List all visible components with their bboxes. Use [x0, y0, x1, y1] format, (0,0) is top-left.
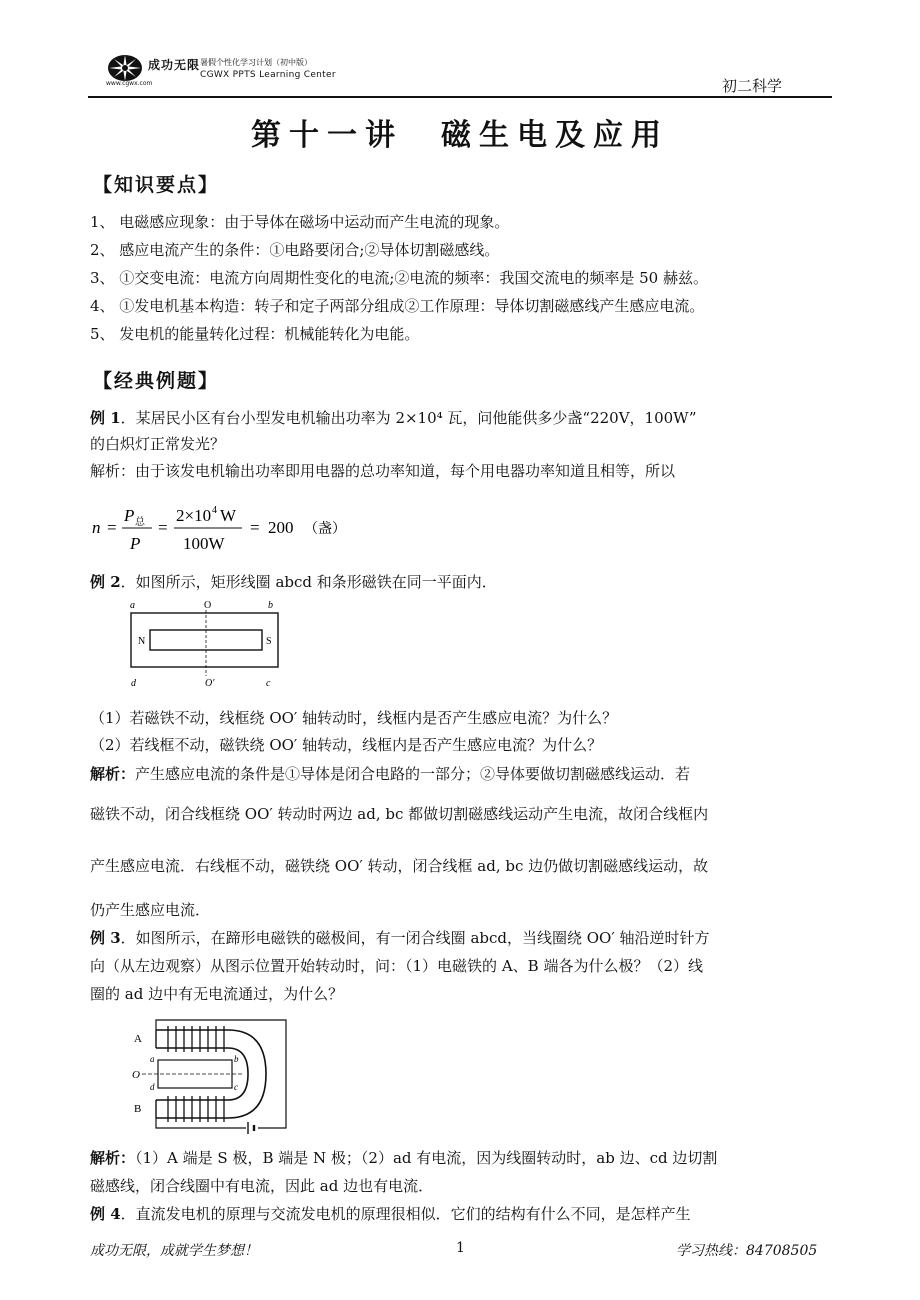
- formula-den2: 100W: [183, 534, 225, 553]
- logo-english: CGWX PPTS Learning Center: [200, 70, 336, 80]
- formula-unit: W: [220, 506, 237, 525]
- formula-result: 200: [268, 518, 294, 537]
- example-2-analysis-text: 产生感应电流的条件是①导体是闭合电路的一部分；②导体要做切割磁感线运动．若: [135, 765, 691, 783]
- section-heading-knowledge: 【知识要点】: [93, 174, 220, 196]
- page-title: 第十一讲 磁生电及应用: [251, 118, 669, 153]
- example-3-analysis-label: 解析：: [90, 1149, 136, 1167]
- example-1-question: [90, 408, 697, 428]
- formula-num-sub: 总: [135, 517, 145, 528]
- example-3-question-3: 圈的 ad 边中有无电流通过，为什么？: [90, 985, 344, 1003]
- example-3-question-2: 向（从左边观察）从图示位置开始转动时，问：（1）电磁铁的 A、B 端各为什么极？（2）线: [90, 957, 703, 975]
- example-4-label: 例 4: [90, 1205, 121, 1223]
- example-2-question: [90, 572, 497, 592]
- fig2-label-o2: O′: [205, 678, 215, 689]
- logo-text: 成功无限: [148, 58, 201, 72]
- knowledge-item: 4、 ①发电机基本构造：转子和定子两部分组成②工作原理：导体切割磁感线产生感应电流。: [90, 297, 705, 315]
- formula-num2: 2×10: [176, 506, 212, 525]
- fig2-label-o: O: [204, 600, 212, 611]
- fig3-label-c: c: [234, 1082, 238, 1092]
- example-3-analysis-text: （1）A 端是 S 极，B 端是 N 极；（2）ad 有电流，因为线圈转动时，ab 边、cd 边切割: [135, 1149, 718, 1167]
- example-1-text: ．某居民小区有台小型发电机输出功率为 2×10⁴ 瓦，问他能供多少盏“220V，100W”: [120, 409, 697, 427]
- formula-n: n: [92, 518, 101, 537]
- example-2-label: 例 2: [90, 573, 121, 591]
- fig3-wire-bottom: [156, 1118, 246, 1128]
- formula-eq2: =: [158, 518, 168, 537]
- logo-subtitle: 暑假个性化学习计划（初中版）: [200, 58, 312, 67]
- subject-label: 初二科学: [722, 77, 783, 95]
- example-1-label: 例 1: [90, 409, 121, 427]
- knowledge-item: 3、 ①交变电流：电流方向周期性变化的电流;②电流的频率：我国交流电的频率是 50 赫兹。: [90, 269, 708, 287]
- example-2-q1: （1）若磁铁不动，线框绕 OO′ 轴转动时，线框内是否产生感应电流？为什么？: [90, 709, 618, 727]
- formula-exp: 4: [212, 505, 217, 516]
- example-4-text: ．直流发电机的原理与交流发电机的原理很相似．它们的结构有什么不同，是怎样产生: [120, 1205, 691, 1223]
- footer-slogan: 成功无限，成就学生梦想！: [90, 1243, 258, 1259]
- example-1-analysis: 解析：由于该发电机输出功率即用电器的总功率知道，每个用电器功率知道且相等，所以: [90, 462, 676, 480]
- fig2-label-b: b: [268, 600, 273, 611]
- example-1-formula: [90, 497, 410, 557]
- example-2-analysis-2: 磁铁不动，闭合线框绕 OO′ 转动时两边 ad, bc 都做切割磁感线运动产生电流，故闭合线框内: [90, 805, 709, 823]
- fig2-label-a: a: [130, 600, 135, 611]
- page-number: 1: [456, 1240, 465, 1256]
- logo-url: www.cgwx.com: [106, 80, 153, 87]
- formula-result-unit: （盏）: [304, 522, 346, 537]
- formula-den-p: P: [130, 534, 141, 553]
- formula-eq3: =: [250, 518, 260, 537]
- fig2-label-c: c: [266, 678, 271, 689]
- header-divider: [88, 96, 832, 98]
- knowledge-item: 1、 电磁感应现象：由于导体在磁场中运动而产生电流的现象。: [90, 213, 510, 231]
- example-3-analysis-2: 磁感线，闭合线圈中有电流，因此 ad 边也有电流．: [90, 1177, 434, 1195]
- example-3-question-1: [90, 928, 710, 948]
- example-2-analysis-3: 产生感应电流．右线框不动，磁铁绕 OO′ 转动，闭合线框 ad, bc 边仍做切割磁感线运动，故: [90, 857, 709, 875]
- logo-icon: [107, 53, 143, 83]
- fig3-label-a: a: [150, 1054, 155, 1064]
- fig3-label-d: d: [150, 1082, 155, 1092]
- example-1-question-cont: 的白炽灯正常发光？: [90, 435, 226, 453]
- fig2-label-n: N: [138, 636, 146, 647]
- example-3-analysis-1: [90, 1148, 717, 1168]
- fig2-label-d: d: [131, 678, 136, 689]
- knowledge-item: 2、 感应电流产生的条件：①电路要闭合;②导体切割磁感线。: [90, 241, 500, 259]
- example-2-analysis-1: [90, 764, 690, 784]
- example-3-text-1: ．如图所示，在蹄形电磁铁的磁极间，有一闭合线圈 abcd，当线圈绕 OO′ 轴沿逆时针方: [120, 929, 710, 947]
- example-3-figure: [128, 1016, 296, 1134]
- fig3-label-a-pole: A: [134, 1033, 142, 1045]
- fig3-label-b: b: [234, 1054, 239, 1064]
- example-2-analysis-4: 仍产生感应电流．: [90, 901, 211, 919]
- example-3-label: 例 3: [90, 929, 121, 947]
- formula-num-p: P: [124, 506, 135, 525]
- fig2-label-s: S: [266, 636, 272, 647]
- example-2-analysis-label: 解析：: [90, 765, 136, 783]
- fig3-label-b-pole: B: [134, 1103, 142, 1115]
- formula-eq1: =: [107, 518, 117, 537]
- knowledge-item: 5、 发电机的能量转化过程：机械能转化为电能。: [90, 325, 420, 343]
- example-2-figure: [126, 596, 286, 692]
- fig2-coil-frame: [131, 613, 278, 667]
- example-2-q2: （2）若线框不动，磁铁绕 OO′ 轴转动，线框内是否产生感应电流？为什么？: [90, 736, 603, 754]
- fig3-label-o: O: [132, 1069, 140, 1081]
- example-4-question: [90, 1204, 691, 1224]
- section-heading-examples: 【经典例题】: [93, 370, 220, 392]
- footer-hotline: 学习热线：84708505: [676, 1243, 818, 1259]
- example-2-text: ．如图所示，矩形线圈 abcd 和条形磁铁在同一平面内．: [120, 573, 497, 591]
